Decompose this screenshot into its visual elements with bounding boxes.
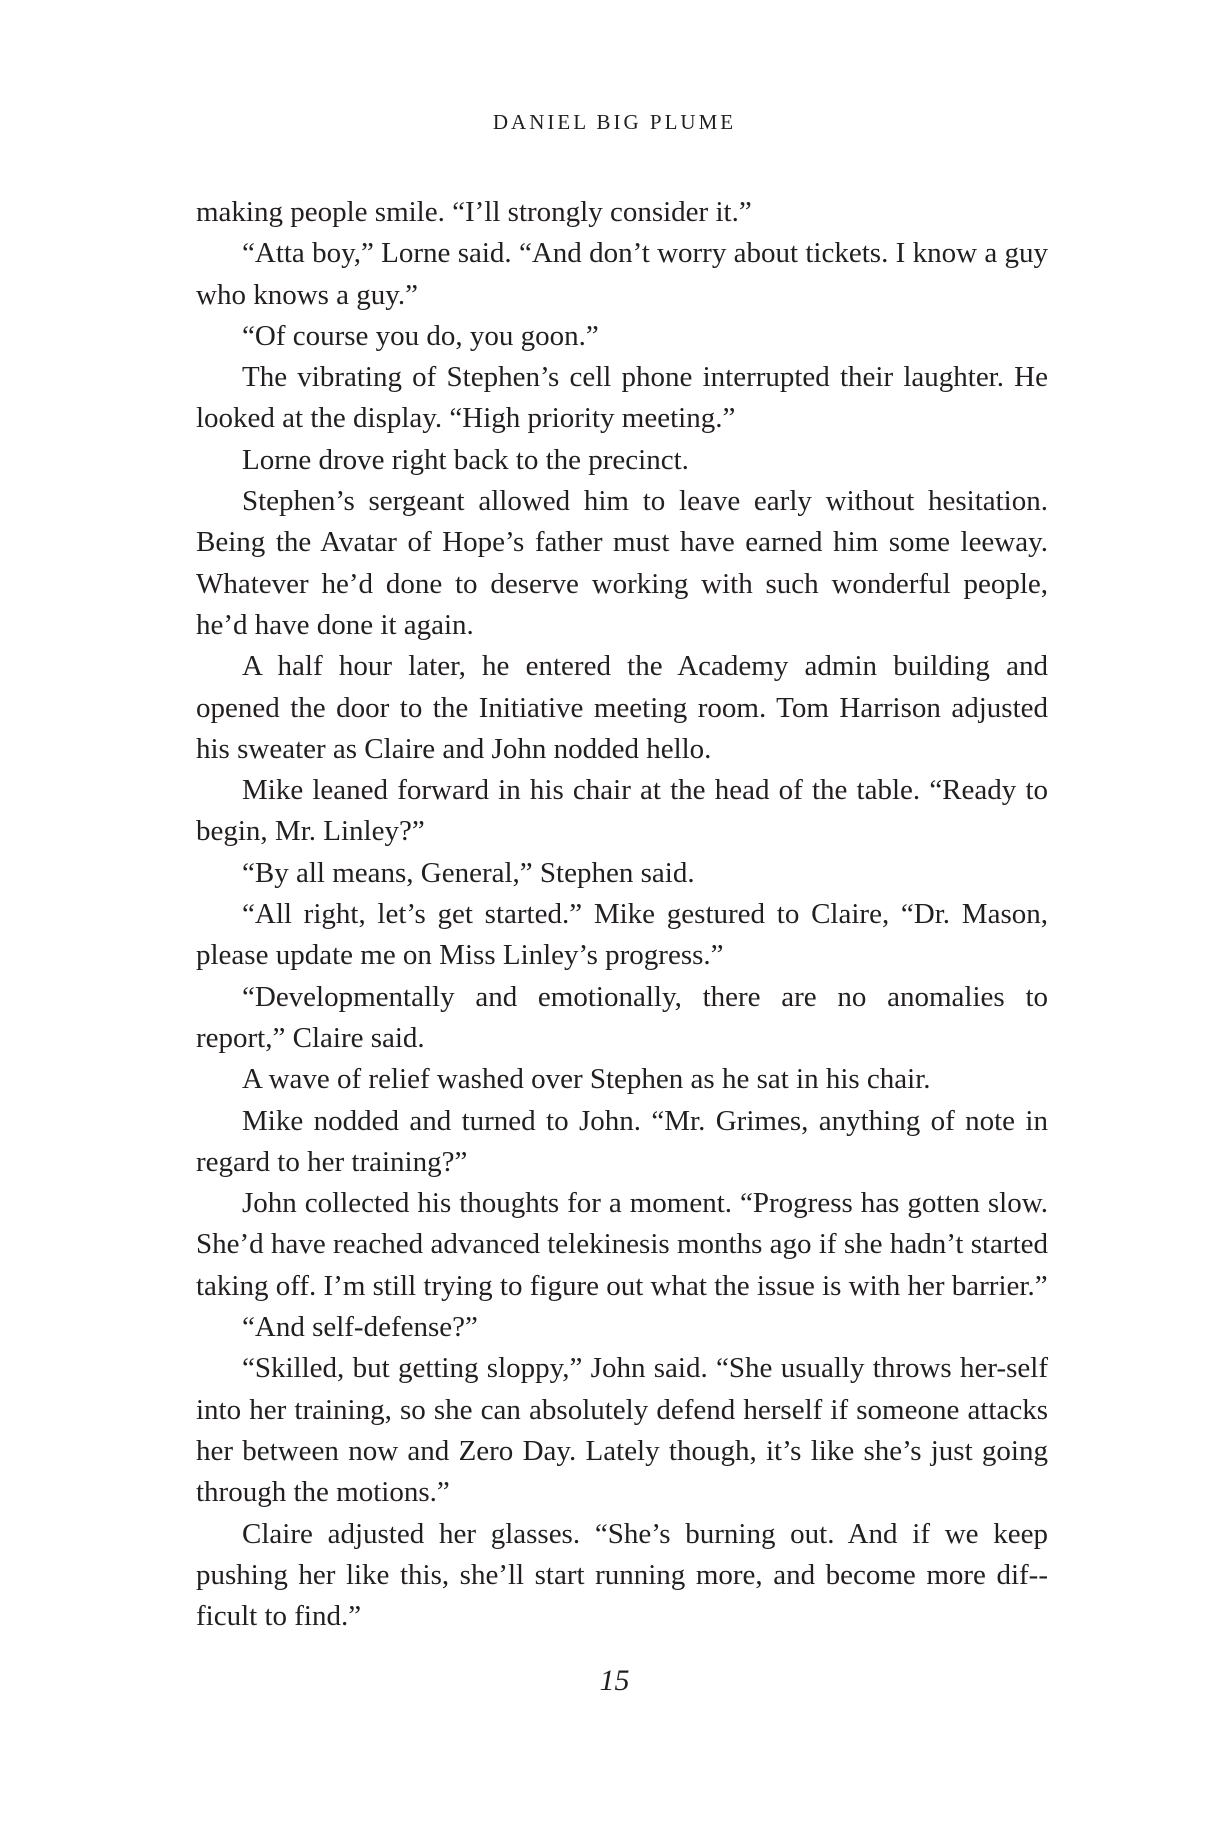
paragraph: Lorne drove right back to the precinct. — [242, 443, 689, 476]
paragraph: John collected his thoughts for a moment. “Progress has gotten slow. She’d have reached advanced telekinesis months ago if she hadn’t started taking off. I’m still trying to figure out what the issue is with her barrier.” — [196, 1187, 1048, 1302]
paragraph: “Skilled, but getting sloppy,” John said. “She usually throws her-self into her training, so she can absolutely defend herself if someone attacks her between now and Zero Day. Lately though, it’s like she’s just going through the motions.” — [196, 1352, 1048, 1509]
paragraph: “By all means, General,” Stephen said. — [242, 856, 695, 889]
paragraph: Mike nodded and turned to John. “Mr. Grimes, anything of note in regard to her training?” — [196, 1104, 1048, 1178]
paragraph: “Of course you do, you goon.” — [242, 319, 599, 352]
paragraph: Stephen’s sergeant allowed him to leave early without hesitation. Being the Avatar of Hope’s father must have earned him some leeway. Whatever he’d done to deserve working with such wonderful people, he’d have done it again. — [196, 485, 1048, 641]
body-text — [196, 192, 1048, 1637]
paragraph: Claire adjusted her glasses. “She’s burning out. And if we keep pushing her like this, she’ll start running more, and become more dif-ficult to find.” — [196, 1517, 1048, 1633]
paragraph: Mike leaned forward in his chair at the head of the table. “Ready to begin, Mr. Linley?” — [196, 774, 1048, 848]
paragraph: “All right, let’s get started.” Mike gestured to Claire, “Dr. Mason, please update me on Miss Linley’s progress.” — [196, 898, 1048, 972]
running-head: DANIEL BIG PLUME — [492, 110, 737, 134]
paragraph: “Atta boy,” Lorne said. “And don’t worry about tickets. I know a guy who knows a guy.” — [196, 237, 1048, 311]
paragraph: making people smile. “I’ll strongly consider it.” — [196, 196, 752, 228]
paragraph: “And self-defense?” — [242, 1311, 478, 1344]
paragraph: The vibrating of Stephen’s cell phone interrupted their laughter. He looked at the display. “High priority meeting.” — [196, 361, 1048, 435]
paragraph: “Developmentally and emotionally, there are no anomalies to report,” Claire said. — [196, 980, 1048, 1054]
paragraph: A wave of relief washed over Stephen as he sat in his chair. — [242, 1063, 931, 1096]
paragraph: A half hour later, he entered the Academy admin building and opened the door to the Initiative meeting room. Tom Harrison adjusted his sweater as Claire and John nodded hello. — [196, 650, 1048, 765]
page-number: 15 — [599, 1664, 630, 1697]
